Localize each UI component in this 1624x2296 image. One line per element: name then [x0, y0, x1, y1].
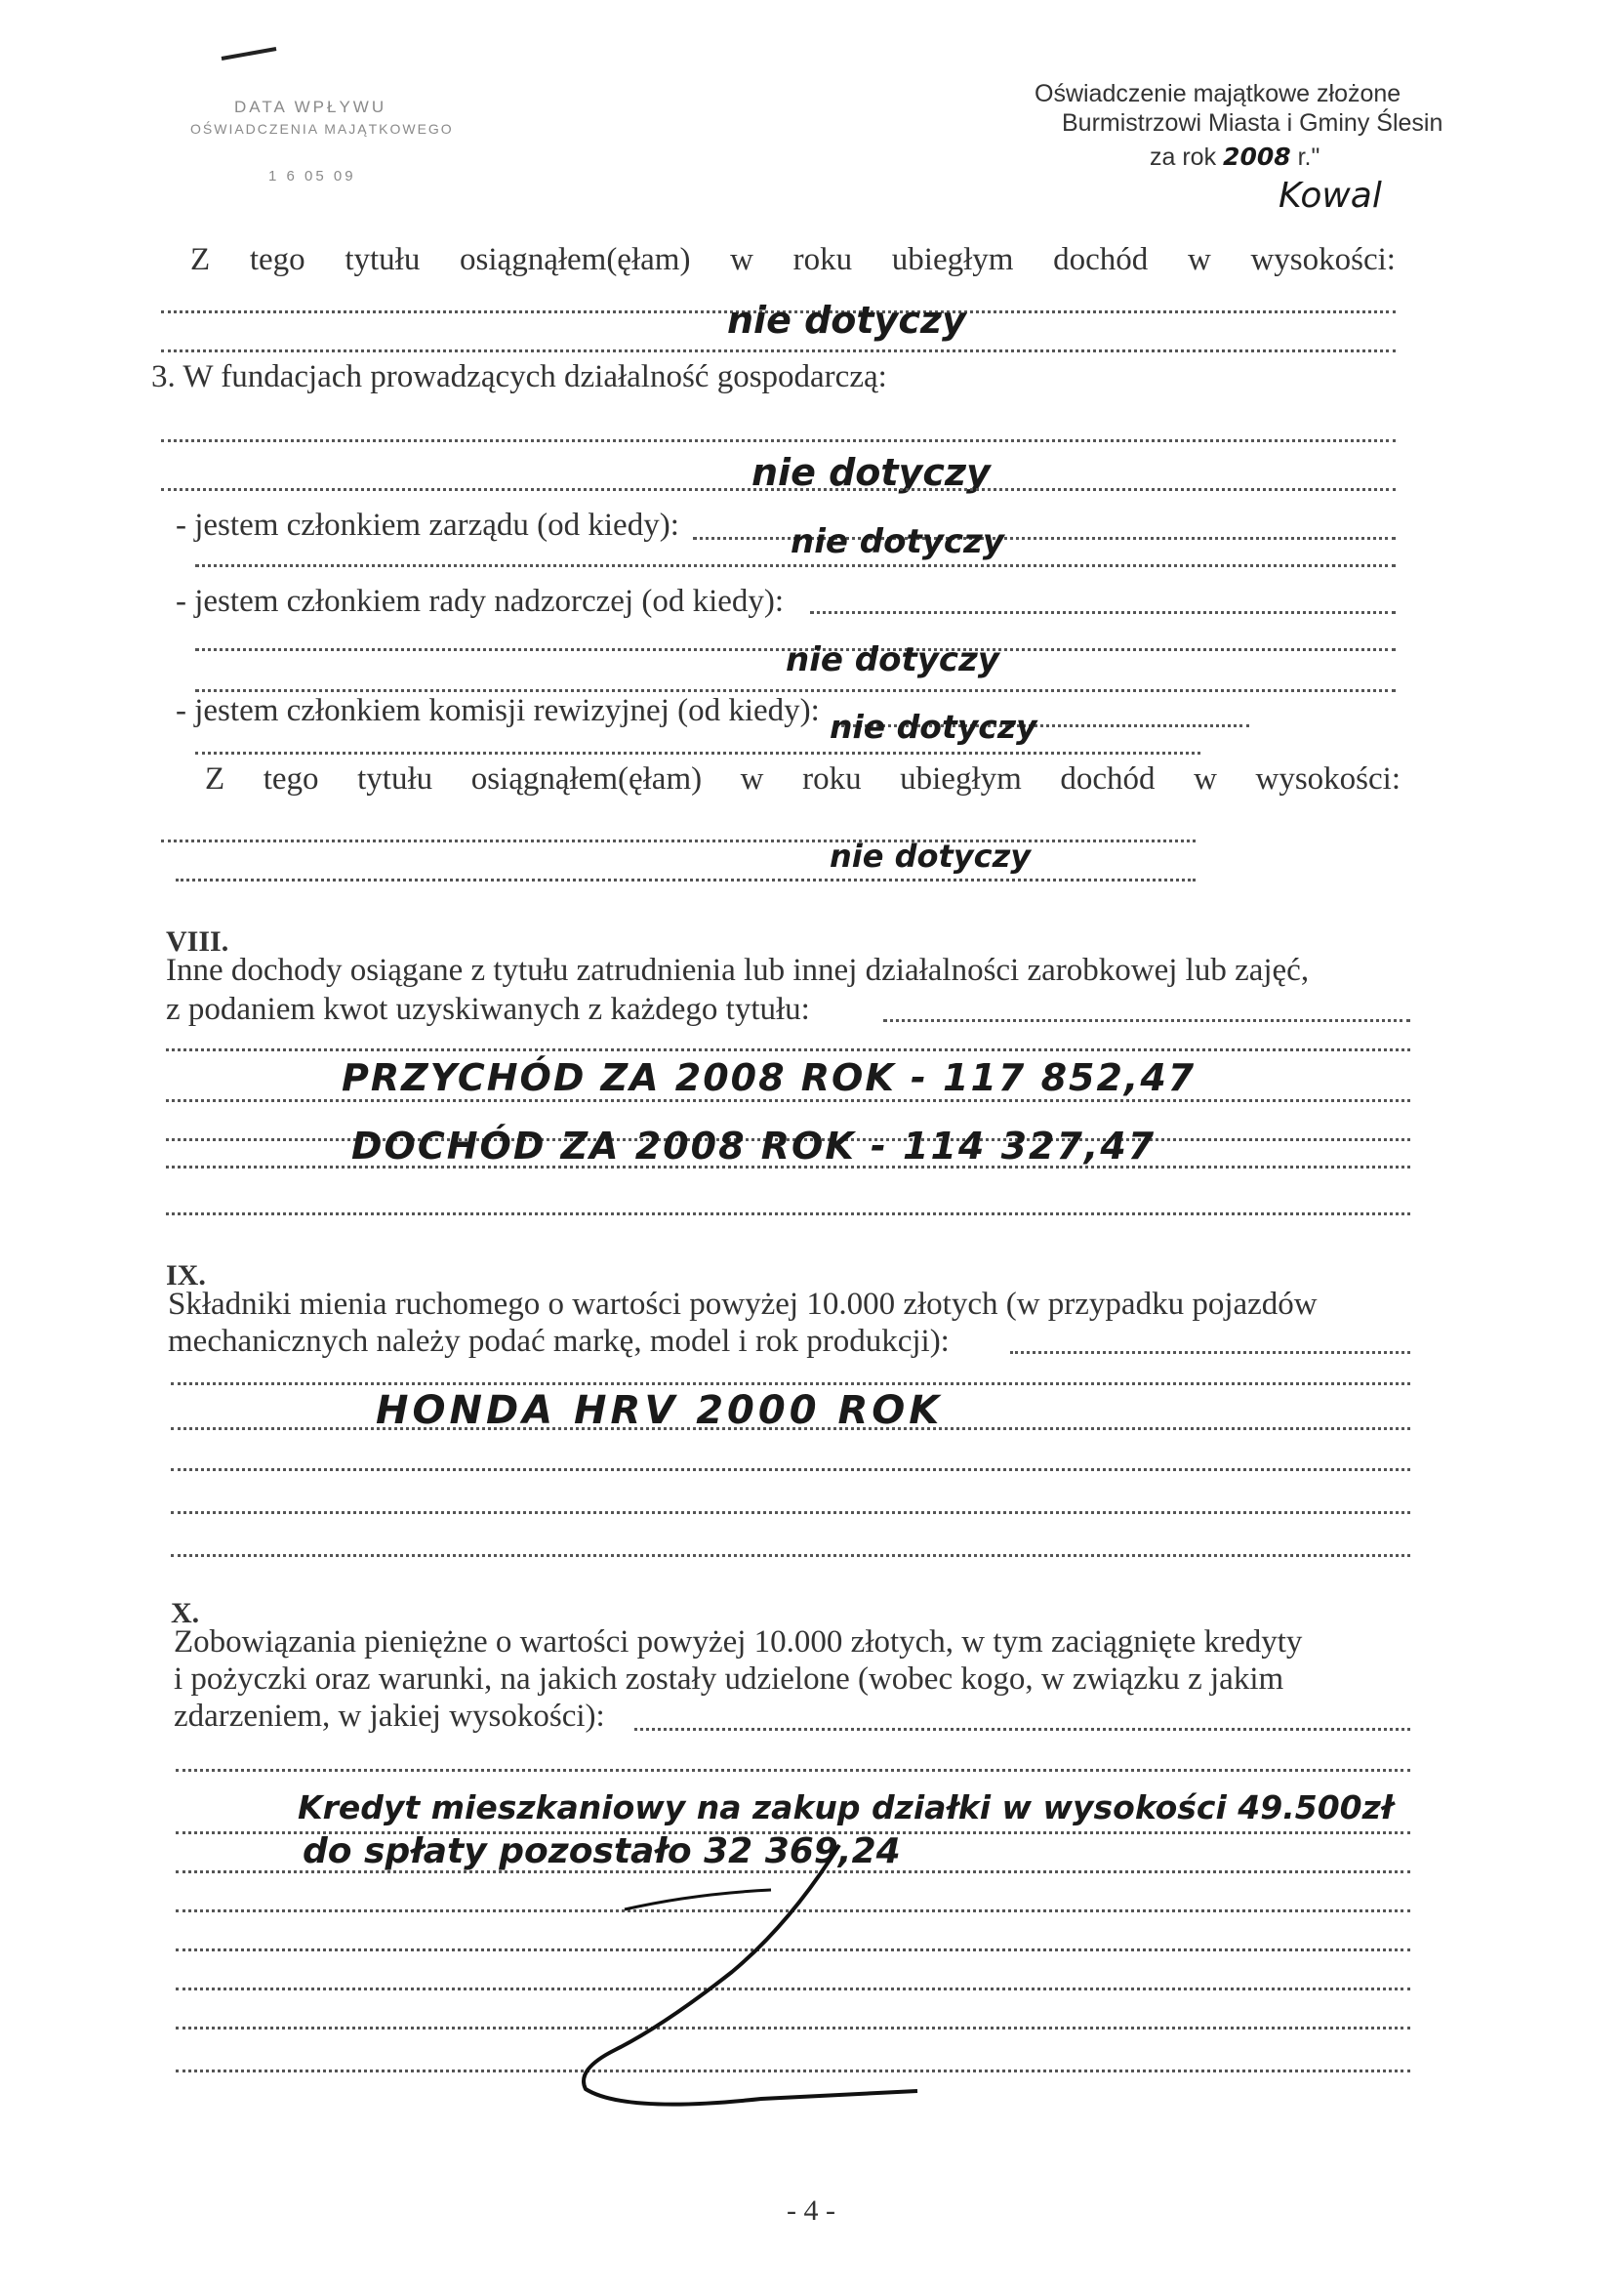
income-2-word: w — [740, 761, 764, 797]
stamp-line1: DATA WPŁYWU — [234, 98, 387, 116]
section9-number: IX. — [166, 1259, 206, 1292]
income-1-word: w — [730, 242, 753, 277]
dotted-line — [195, 689, 1396, 692]
section10-line1: Zobowiązania pieniężne o wartości powyżej 10.000 złotych, w tym zaciągnięte kredyty — [174, 1624, 1303, 1660]
section8-line2: z podaniem kwot uzyskiwanych z każdego tytułu: — [166, 992, 810, 1027]
dotted-line — [171, 1427, 1410, 1430]
income-2-word: tytułu — [357, 761, 433, 797]
dotted-line — [883, 1019, 1410, 1022]
dotted-line — [161, 840, 1196, 842]
dotted-line — [166, 1048, 1410, 1051]
section3-title: 3. W fundacjach prowadzących działalność gospodarczą: — [151, 359, 887, 394]
dotted-line — [1010, 1351, 1410, 1354]
header-year: 2008 — [1223, 143, 1291, 171]
dotted-line — [166, 1166, 1410, 1168]
answer-income-1: nie dotyczy — [727, 299, 966, 342]
section10-number: X. — [171, 1597, 200, 1629]
header-line3 — [1150, 143, 1320, 172]
answer-income-2: nie dotyczy — [830, 838, 1032, 875]
supervisory-label: - jestem członkiem rady nadzorczej (od kiedy): — [176, 584, 785, 619]
section9-entry: HONDA HRV 2000 ROK — [376, 1388, 944, 1433]
header-year-suffix: r." — [1297, 144, 1320, 171]
cross-out-mark — [547, 1835, 937, 2109]
income-2-word: Z — [205, 761, 225, 797]
income-1-word: wysokości: — [1250, 242, 1396, 277]
dotted-line — [810, 611, 1396, 614]
dotted-line — [176, 1769, 1410, 1772]
income-1-word: osiągnąłem(ęłam) — [460, 242, 691, 277]
dotted-line — [195, 564, 1396, 567]
income-1-word: tego — [249, 242, 305, 277]
income-2-word: roku — [802, 761, 862, 797]
section8-line1: Inne dochody osiągane z tytułu zatrudnienia lub innej działalności zarobkowej lub zajęć, — [166, 953, 1310, 988]
section10-entry2: do spłaty pozostało 32 369,24 — [303, 1831, 901, 1871]
stamp-line2: OŚWIADCZENIA MAJĄTKOWEGO — [190, 121, 454, 137]
income-2-word: wysokości: — [1255, 761, 1401, 797]
header-line2: Burmistrzowi Miasta i Gminy Ślesin — [1062, 109, 1443, 137]
dotted-line — [161, 488, 1396, 491]
dotted-line — [634, 1728, 1410, 1731]
income-2-word: osiągnąłem(ęłam) — [470, 761, 703, 797]
dotted-line — [166, 1099, 1410, 1102]
section9-line1: Składniki mienia ruchomego o wartości powyżej 10.000 złotych (w przypadku pojazdów — [168, 1287, 1318, 1322]
dotted-line — [176, 879, 1196, 882]
section8-entry1: PRZYCHÓD ZA 2008 ROK - 117 852,47 — [342, 1056, 1197, 1099]
page-number: - 4 - — [787, 2194, 835, 2227]
dotted-line — [171, 1382, 1410, 1385]
section9-line2: mechanicznych należy podać markę, model i rok produkcji): — [168, 1324, 950, 1359]
answer-supervisory: nie dotyczy — [786, 640, 999, 679]
header-year-prefix: za rok — [1150, 144, 1217, 171]
dotted-line — [161, 439, 1396, 442]
section10-entry1: Kredyt mieszkaniowy na zakup działki w wysokości 49.500zł — [298, 1788, 1394, 1826]
dotted-line — [171, 1554, 1410, 1557]
dotted-line — [161, 349, 1396, 352]
section8-entry2: DOCHÓD ZA 2008 ROK - 114 327,47 — [351, 1125, 1157, 1168]
income-1-word: ubiegłym — [891, 242, 1014, 277]
income-1-word: Z — [190, 242, 211, 277]
income-sentence-1 — [190, 242, 1396, 278]
answer-board: nie dotyczy — [791, 522, 1004, 561]
section8-number: VIII. — [166, 925, 229, 958]
income-1-word: roku — [792, 242, 853, 277]
board-label: - jestem członkiem zarządu (od kiedy): — [176, 508, 679, 543]
income-2-word: w — [1194, 761, 1217, 797]
answer-fund: nie dotyczy — [751, 451, 991, 494]
income-1-word: dochód — [1053, 242, 1149, 277]
dotted-line — [166, 1212, 1410, 1215]
answer-audit: nie dotyczy — [830, 708, 1037, 746]
dotted-line — [171, 1511, 1410, 1514]
stamp-mark — [220, 47, 278, 61]
header-signature: Kowal — [1279, 176, 1382, 216]
income-1-word: tytułu — [345, 242, 421, 277]
audit-label: - jestem członkiem komisji rewizyjnej (od kiedy): — [176, 693, 820, 728]
income-sentence-2 — [205, 761, 1401, 798]
section10-line2: i pożyczki oraz warunki, na jakich zostały udzielone (wobec kogo, w związku z jakim — [174, 1661, 1284, 1697]
income-2-word: dochód — [1060, 761, 1156, 797]
dotted-line — [171, 1468, 1410, 1471]
income-1-word: w — [1187, 242, 1211, 277]
income-2-word: ubiegłym — [900, 761, 1022, 797]
header-line1: Oświadczenie majątkowe złożone — [1035, 80, 1401, 107]
dotted-line — [195, 752, 1200, 755]
stamp-date: 1 6 05 09 — [268, 168, 356, 184]
section10-line3: zdarzeniem, w jakiej wysokości): — [174, 1699, 605, 1734]
income-2-word: tego — [263, 761, 319, 797]
